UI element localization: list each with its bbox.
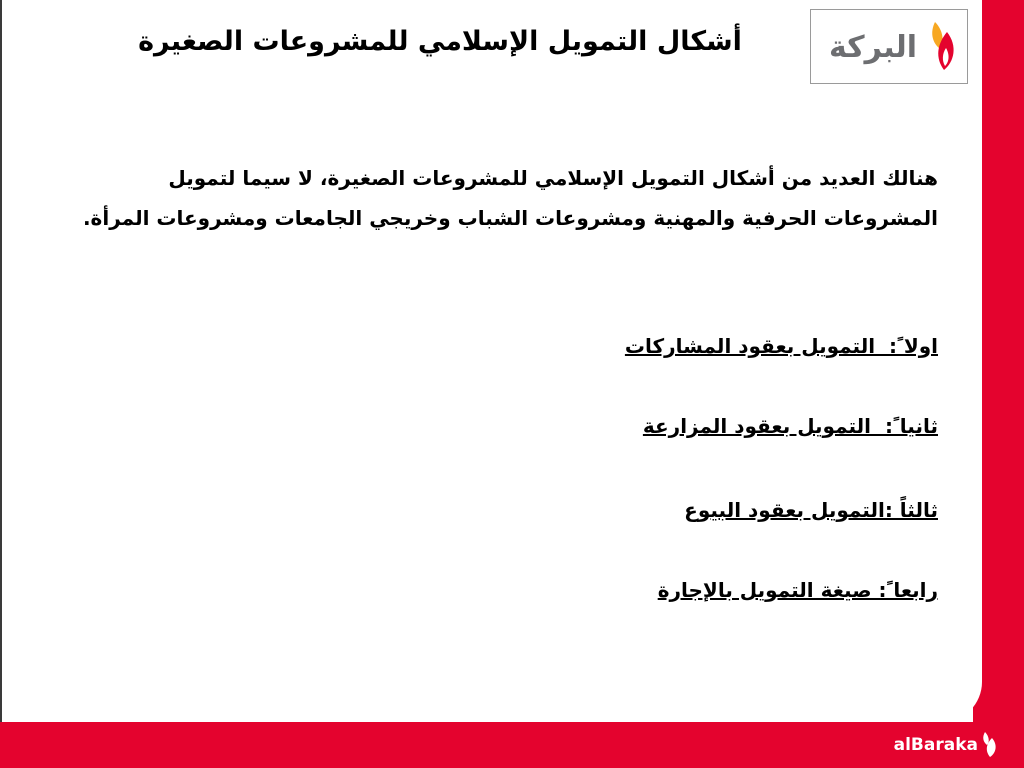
footer-brand-name: alBaraka (893, 735, 978, 755)
financing-item-1: اولا ً: التمويل بعقود المشاركات (624, 334, 938, 358)
footer-brand (892, 728, 1002, 762)
albaraka-logo-icon (980, 730, 1000, 760)
financing-item-2: ثانيا ً: التمويل بعقود المزارعة (642, 414, 938, 438)
intro-paragraph: هنالك العديد من أشكال التمويل الإسلامي للمشروعات الصغيرة، لا سيما لتمويل المشروعات الحرفية والمهنية ومشروعات الشباب وخريجي الجامعات ومشروعات المرأة. (82, 166, 938, 230)
logo-arabic-name: البركة (828, 30, 918, 65)
albaraka-logo (810, 9, 968, 84)
left-border-line (0, 0, 2, 768)
bottom-red-band (0, 722, 1024, 768)
financing-item-4: رابعا ً: صيغة التمويل بالإجارة (657, 578, 938, 602)
financing-item-3: ثالثاً :التمويل بعقود البيوع (684, 498, 938, 522)
albaraka-logo-icon (927, 18, 961, 76)
page-title: أشكال التمويل الإسلامي للمشروعات الصغيرة (138, 26, 742, 57)
